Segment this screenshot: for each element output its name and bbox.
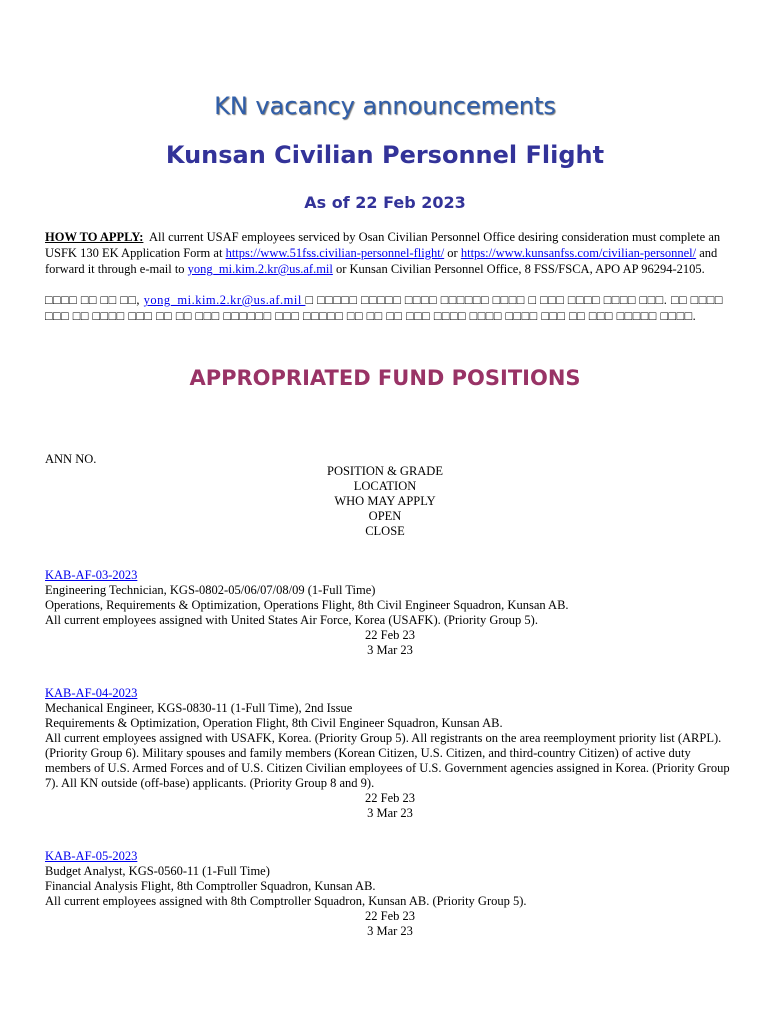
announcement-location: Requirements & Optimization, Operation Flight, 8th Civil Engineer Squadron, Kunsan AB.	[45, 716, 503, 730]
forward-text: and forward it through e-mail to	[45, 246, 718, 276]
how-to-apply-paragraph	[45, 229, 735, 277]
announcement-position: Engineering Technician, KGS-0802-05/06/07/08/09 (1-Full Time)	[45, 583, 376, 597]
korean-notice-text-2: □ □□□□□ □□□□□ □□□□ □□□□□□ □□□□ □ □□□ □□□□ □□□□ □□□. □□ □□□□ □□□ □□ □□□□ □□□ □□ □□ □□□ □□□□□□ □□□ □□□□□ □□ □□ □□ □□□ □□□□ □□□□ □□□□ □□□ □□ □□□ □□□□□ □□□□.	[45, 293, 723, 323]
korean-notice-text-1: □□□□ □□ □□ □□,	[45, 293, 144, 307]
announcement-position: Budget Analyst, KGS-0560-11 (1-Full Time)	[45, 864, 270, 878]
how-to-apply-text: All current USAF employees serviced by Osan Civilian Personnel Office desiring consideration must complete an USFK 130 EK Application Form at	[45, 230, 721, 260]
email-link[interactable]: yong_mi.kim.2.kr@us.af.mil	[187, 262, 333, 276]
organization-title: Kunsan Civilian Personnel Flight	[165, 141, 605, 169]
announcement-who-may-apply: All current employees assigned with 8th Comptroller Squadron, Kunsan AB. (Priority Group 5).	[45, 894, 527, 908]
address-text: or Kunsan Civilian Personnel Office, 8 FSS/FSCA, APO AP 96294-2105.	[332, 262, 705, 276]
document-title: KN vacancy announcements	[214, 92, 556, 120]
announcement-open-date: 22 Feb 23	[365, 628, 415, 642]
51fss-link[interactable]: https://www.51fss.civilian-personnel-flight/	[225, 246, 445, 260]
column-headings	[0, 464, 770, 539]
announcement-link[interactable]: KAB-AF-03-2023	[45, 568, 138, 582]
announcement-close-date: 3 Mar 23	[367, 643, 413, 657]
column-open: OPEN	[368, 509, 402, 523]
column-who-may-apply: WHO MAY APPLY	[334, 494, 436, 508]
column-ann-no: ANN NO.	[45, 452, 97, 466]
announcement-entry	[45, 568, 735, 658]
or-text: or	[444, 246, 461, 260]
announcement-close-date: 3 Mar 23	[367, 924, 413, 938]
announcement-entry	[45, 686, 735, 821]
announcement-close-date: 3 Mar 23	[367, 806, 413, 820]
announcement-position: Mechanical Engineer, KGS-0830-11 (1-Full Time), 2nd Issue	[45, 701, 353, 715]
announcement-who-may-apply: All current employees assigned with USAFK, Korea. (Priority Group 5). All registrants on the area reemployment priority list (ARPL). (Priority Group 6). Military spouses and family members (Korean Citizen, U.S. Citizen, and third-country Citizen) of active duty members of U.S. Armed Forces and of U.S. Citizen Civilian employees of U.S. Government agencies assigned in Korea. (Priority Group 7). All KN outside (off-base) applicants. (Priority Group 8 and 9).	[45, 731, 730, 790]
section-heading: APPROPRIATED FUND POSITIONS	[189, 366, 581, 390]
announcement-link[interactable]: KAB-AF-04-2023	[45, 686, 138, 700]
announcement-entry	[45, 849, 735, 939]
announcement-who-may-apply: All current employees assigned with United States Air Force, Korea (USAFK). (Priority Group 5).	[45, 613, 538, 627]
column-location: LOCATION	[353, 479, 417, 493]
column-close: CLOSE	[365, 524, 405, 538]
korean-email-link[interactable]: yong_mi.kim.2.kr@us.af.mil	[143, 293, 306, 307]
announcement-open-date: 22 Feb 23	[365, 909, 415, 923]
announcement-location: Operations, Requirements & Optimization, Operations Flight, 8th Civil Engineer Squadron, Kunsan AB.	[45, 598, 569, 612]
announcement-location: Financial Analysis Flight, 8th Comptroller Squadron, Kunsan AB.	[45, 879, 376, 893]
how-to-apply-label: HOW TO APPLY:	[45, 230, 144, 244]
korean-notice	[45, 292, 735, 324]
as-of-date: As of 22 Feb 2023	[304, 193, 466, 212]
kunsanfss-link[interactable]: https://www.kunsanfss.com/civilian-personnel/	[460, 246, 697, 260]
announcement-link[interactable]: KAB-AF-05-2023	[45, 849, 138, 863]
column-position-grade: POSITION & GRADE	[327, 464, 443, 478]
announcement-open-date: 22 Feb 23	[365, 791, 415, 805]
